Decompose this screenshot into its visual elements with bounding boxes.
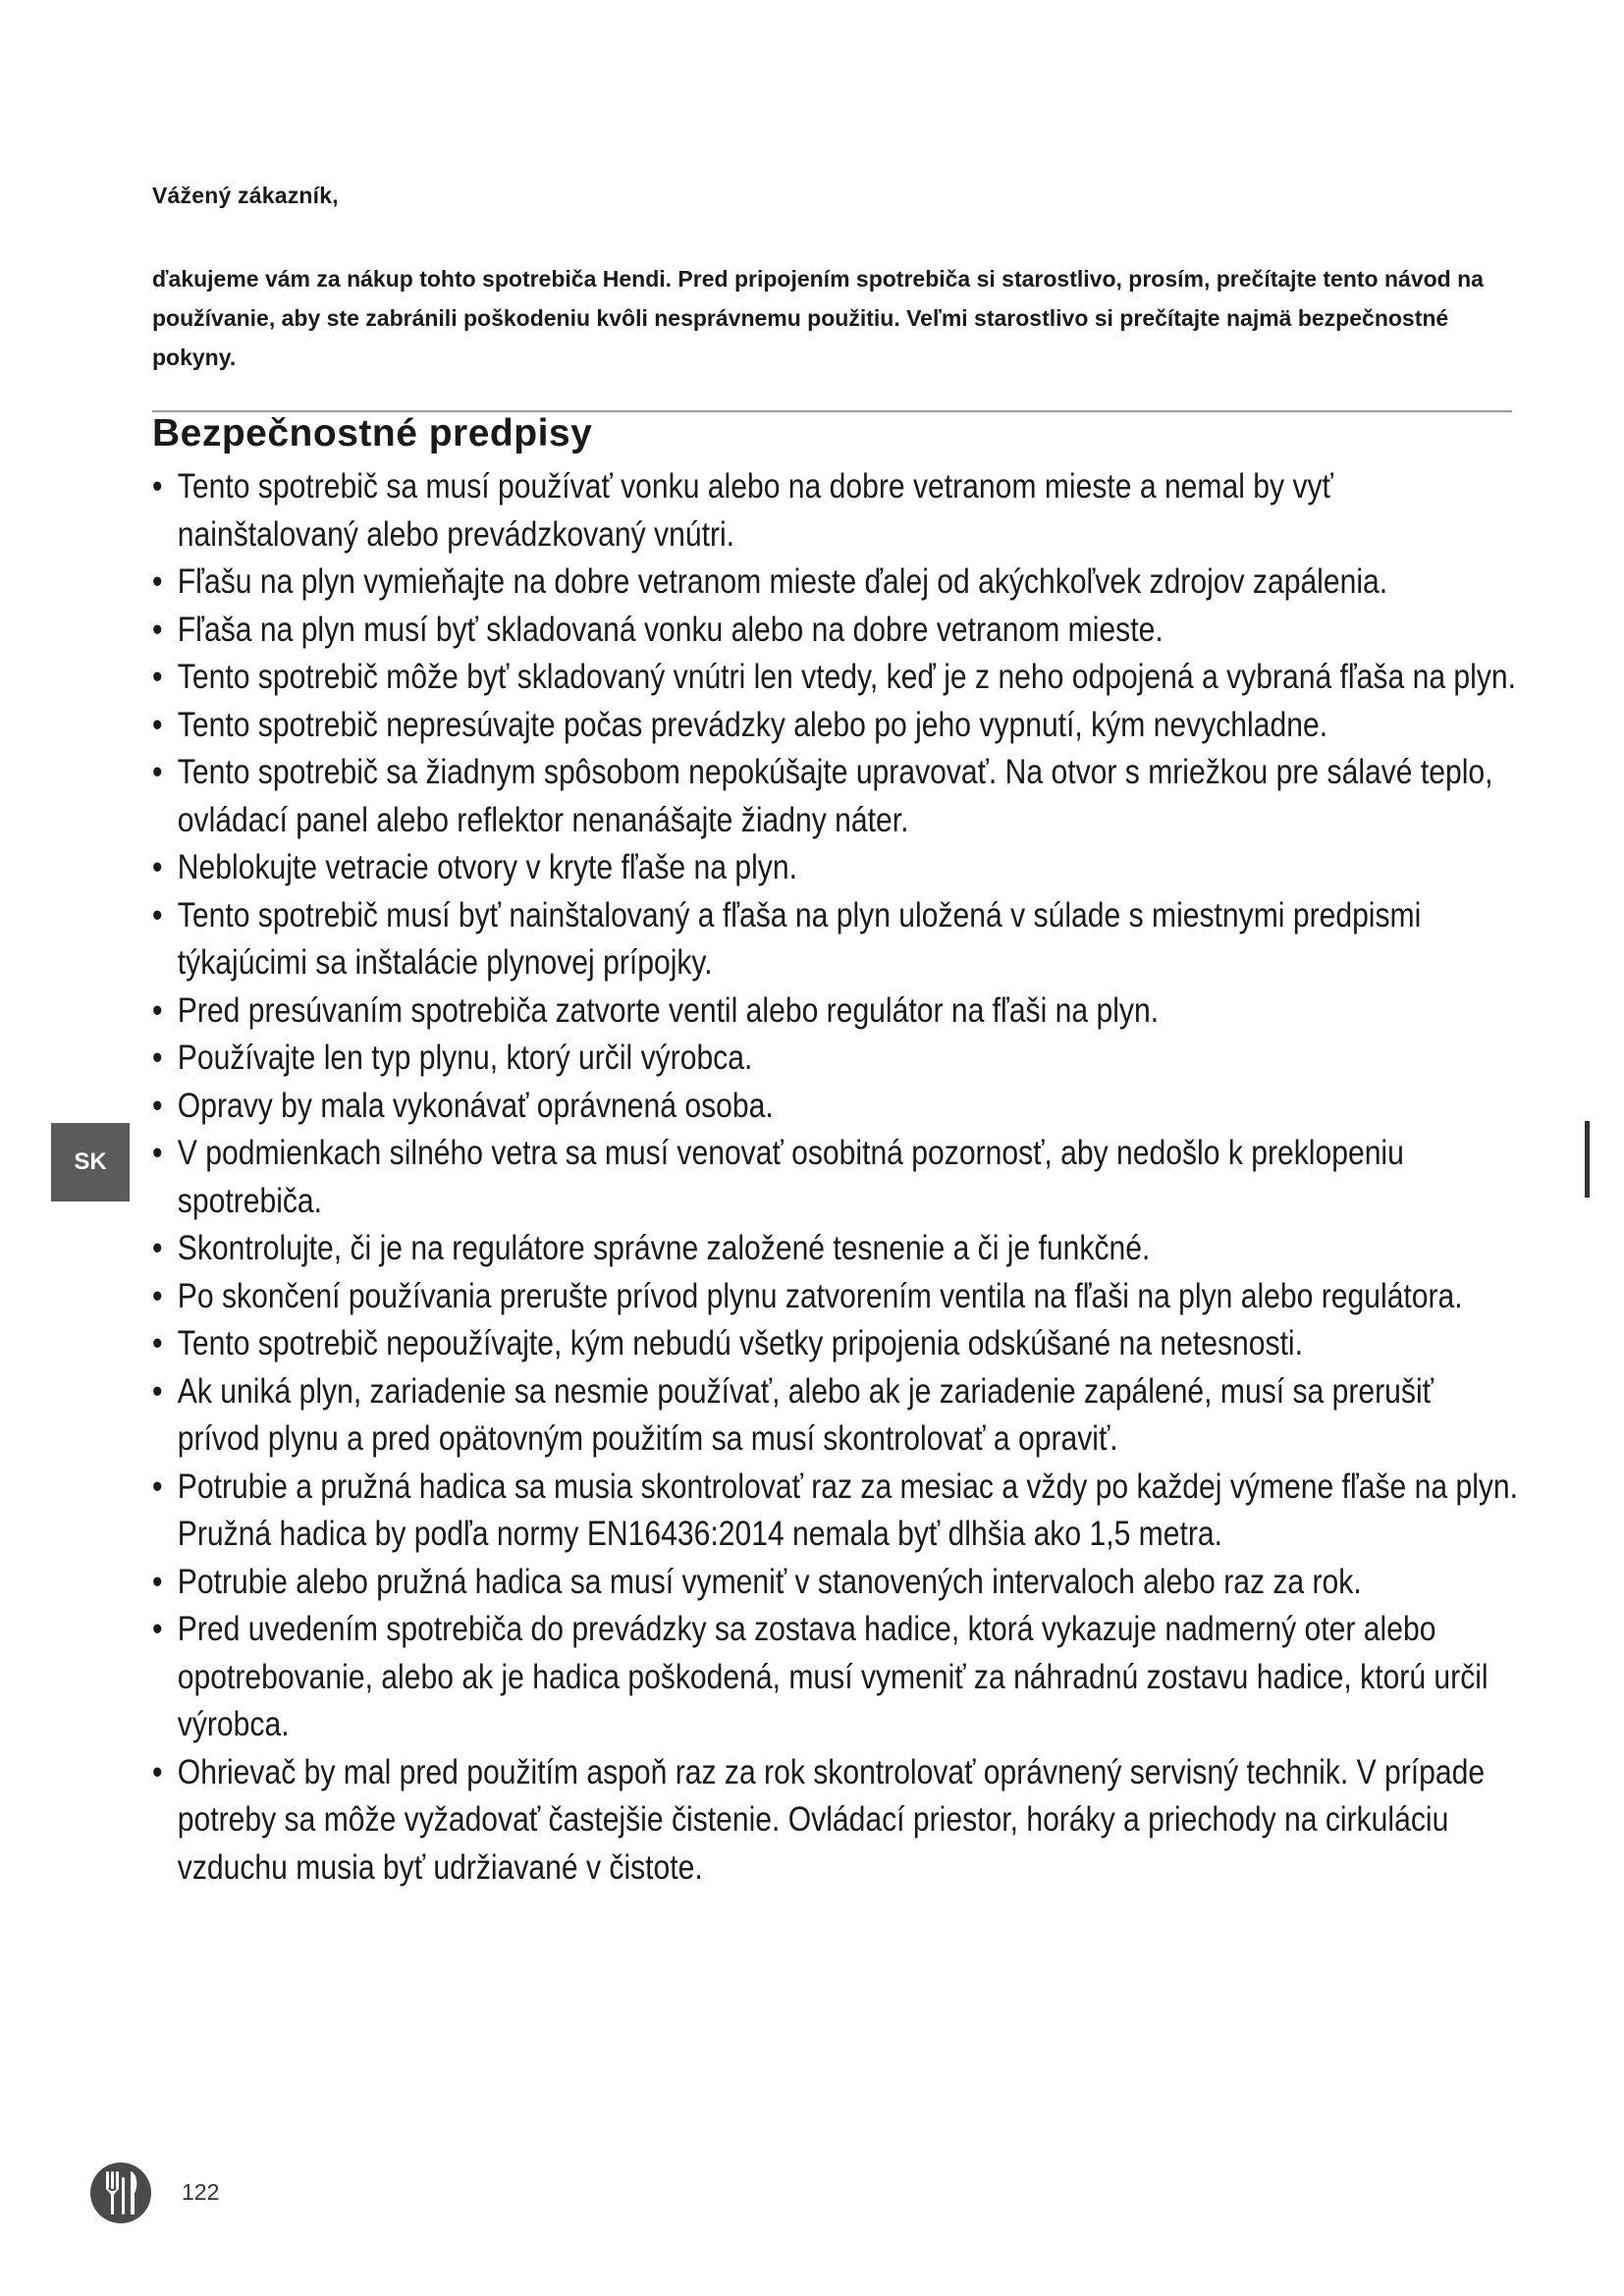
safety-rule-item [152,1320,1520,1368]
safety-rule-text: Pred presúvaním spotrebiča zatvorte ventil alebo regulátor na fľaši na plyn. [177,990,1160,1030]
safety-rule-item [152,607,1520,655]
safety-rule-text: Fľašu na plyn vymieňajte na dobre vetranom mieste ďalej od akýchkoľvek zdrojov zapálenia. [177,562,1388,601]
safety-rule-item [152,892,1520,988]
bullet-icon: • [152,1276,163,1315]
safety-rule-text: Tento spotrebič môže byť skladovaný vnútri len vtedy, keď je z neho odpojená a vybraná fľaša na plyn. [177,658,1517,696]
safety-rule-text: V podmienkach silného vetra sa musí venovať osobitná pozornosť, aby nedošlo k preklopeniu spotrebiča. [177,1134,1404,1220]
safety-rule-item [152,1083,1520,1131]
safety-rule-item [152,988,1520,1036]
safety-rule-item [152,463,1520,559]
section-title: Bezpečnostné predpisy [152,412,593,454]
page-edge-marker [1585,1121,1590,1198]
safety-rule-text: Ak uniká plyn, zariadenie sa nesmie používať, alebo ak je zariadenie zapálené, musí sa prerušiť prívod plynu a pred opätovným použitím sa musí skontrolovať a opraviť. [177,1371,1434,1458]
cutlery-logo-icon [89,2162,152,2224]
bullet-icon: • [152,753,163,791]
bullet-icon: • [152,467,163,506]
bullet-icon: • [152,562,163,601]
safety-rules-list [152,463,1520,1892]
safety-rule-item [152,1464,1520,1559]
safety-rule-text: Tento spotrebič sa musí používať vonku alebo na dobre vetranom mieste a nemal by vyť nainštalovaný alebo prevádzkovaný vnútri. [177,467,1333,554]
safety-rule-item [152,749,1520,844]
safety-rule-text: Tento spotrebič nepoužívajte, kým nebudú všetky pripojenia odskúšané na netesnosti. [177,1324,1303,1362]
safety-rule-text: Tento spotrebič nepresúvajte počas prevádzky alebo po jeho vypnutí, kým nevychladne. [177,705,1328,744]
safety-rule-text: Ohrievač by mal pred použitím aspoň raz za rok skontrolovať oprávnený servisný technik. V prípade potreby sa môže vyžadovať častejšie čistenie. Ovládací priestor, horáky a priechody na cirkuláciu vzduchu musia byť udržiavané v čistote. [177,1752,1486,1887]
safety-rule-text: Opravy by mala vykonávať oprávnená osoba. [177,1086,774,1125]
bullet-icon: • [152,1562,163,1601]
page-number: 122 [182,2179,220,2205]
safety-rule-text: Po skončení používania prerušte prívod plynu zatvorením ventila na fľaši na plyn alebo regulátora. [177,1276,1463,1315]
safety-rule-text: Pred uvedením spotrebiča do prevádzky sa zostava hadice, ktorá vykazuje nadmerný oter alebo opotrebovanie, alebo ak je hadica poškodená, musí vymeniť za náhradnú zostavu hadice, ktorú určil výrobca. [177,1610,1489,1743]
safety-rule-text: Neblokujte vetracie otvory v kryte fľaše na plyn. [177,848,797,886]
language-tab: SK [51,1123,130,1201]
safety-rule-item [152,1749,1520,1893]
safety-rule-item [152,1035,1520,1083]
bullet-icon: • [152,705,163,744]
safety-rule-item [152,1130,1520,1225]
safety-rule-text: Potrubie a pružná hadica sa musia skontrolovať raz za mesiac a vždy po každej výmene fľaše na plyn. Pružná hadica by podľa normy EN16436:2014 nemala byť dlhšia ako 1,5 metra. [177,1467,1519,1553]
bullet-icon: • [152,1086,163,1125]
bullet-icon: • [152,895,163,934]
safety-rule-text: Fľaša na plyn musí byť skladovaná vonku alebo na dobre vetranom mieste. [177,610,1164,649]
safety-rule-item [152,1606,1520,1749]
bullet-icon: • [152,848,163,886]
safety-rule-item [152,702,1520,750]
bullet-icon: • [152,1371,163,1411]
safety-rule-item [152,654,1520,702]
safety-rule-item [152,1368,1520,1464]
safety-rule-item [152,1225,1520,1273]
bullet-icon: • [152,658,163,696]
bullet-icon: • [152,1324,163,1362]
safety-rule-item [152,1273,1520,1321]
safety-rule-text: Potrubie alebo pružná hadica sa musí vymeniť v stanovených intervaloch alebo raz za rok. [177,1562,1362,1601]
bullet-icon: • [152,990,163,1030]
bullet-icon: • [152,1039,163,1077]
safety-rule-item [152,1559,1520,1607]
safety-rule-item [152,844,1520,892]
bullet-icon: • [152,1610,163,1648]
safety-rule-text: Tento spotrebič sa žiadnym spôsobom nepokúšajte upravovať. Na otvor s mriežkou pre sálavé teplo, ovládací panel alebo reflektor nenanášajte žiadny náter. [177,753,1493,839]
bullet-icon: • [152,1134,163,1172]
bullet-icon: • [152,1467,163,1506]
bullet-icon: • [152,1752,163,1791]
bullet-icon: • [152,1229,163,1267]
greeting: Vážený zákazník, [152,183,339,208]
safety-rule-item [152,559,1520,607]
intro-paragraph: ďakujeme vám za nákup tohto spotrebiča Hendi. Pred pripojením spotrebiča si starostlivo, prosím, prečítajte tento návod na používanie, aby ste zabránili poškodeniu kvôli nesprávnemu použitiu. Veľmi starostlivo si prečítajte najmä bezpečnostné pokyny. [152,266,1484,370]
bullet-icon: • [152,610,163,649]
safety-rule-text: Skontrolujte, či je na regulátore správne založené tesnenie a či je funkčné. [177,1229,1151,1267]
safety-rule-text: Používajte len typ plynu, ktorý určil výrobca. [177,1039,753,1077]
safety-rule-text: Tento spotrebič musí byť nainštalovaný a fľaša na plyn uložená v súlade s miestnymi predpismi týkajúcimi sa inštalácie plynovej prípojky. [177,895,1422,982]
